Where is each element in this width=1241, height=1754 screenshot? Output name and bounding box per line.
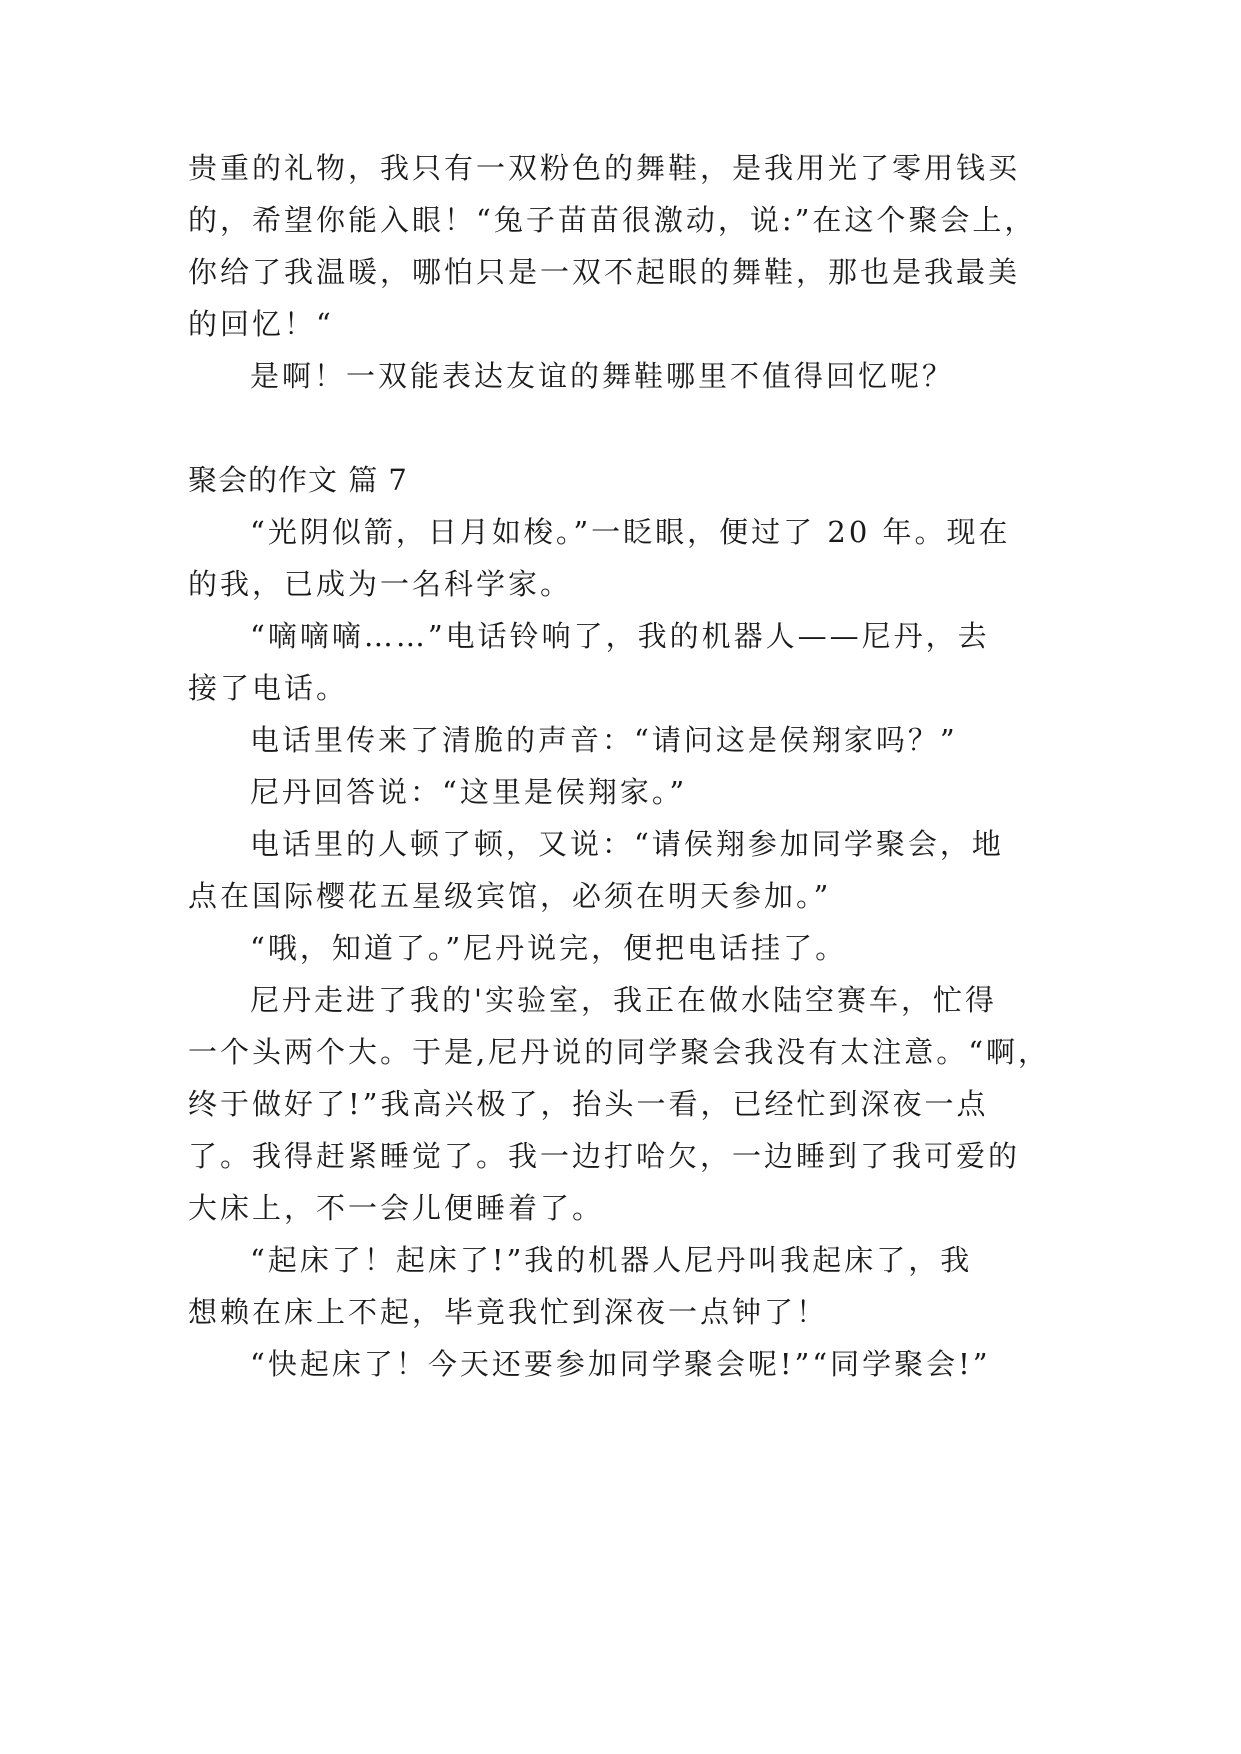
text-line: 的回忆！“ bbox=[188, 307, 334, 341]
text-line: 大床上，不一会儿便睡着了。 bbox=[188, 1191, 605, 1225]
text-line: 你给了我温暖，哪怕只是一双不起眼的舞鞋，那也是我最美 bbox=[188, 255, 1021, 289]
text-line: “光阴似箭，日月如梭。”一眨眼，便过了 20 年。现在 bbox=[250, 515, 1011, 549]
text-line: 点在国际樱花五星级宾馆，必须在明天参加。” bbox=[188, 879, 832, 913]
text-line: “起床了！起床了!”我的机器人尼丹叫我起床了，我 bbox=[250, 1243, 973, 1277]
text-line: 尼丹走进了我的'实验室，我正在做水陆空赛车，忙得 bbox=[250, 983, 997, 1017]
text-line: 想赖在床上不起，毕竟我忙到深夜一点钟了！ bbox=[188, 1295, 829, 1329]
text-line: 的我，已成为一名科学家。 bbox=[188, 567, 573, 601]
text-line: 尼丹回答说：“这里是侯翔家。” bbox=[250, 775, 688, 809]
text-line: “快起床了！今天还要参加同学聚会呢!”“同学聚会!” bbox=[250, 1347, 991, 1381]
section-heading: 聚会的作文 篇 7 bbox=[188, 463, 408, 497]
text-line: 终于做好了!”我高兴极了，抬头一看，已经忙到深夜一点 bbox=[188, 1087, 989, 1121]
text-line: 的，希望你能入眼！“兔子苗苗很激动，说:”在这个聚会上， bbox=[188, 203, 1037, 237]
text-line: “嘀嘀嘀……”电话铃响了，我的机器人——尼丹，去 bbox=[250, 619, 990, 653]
text-line: 电话里的人顿了顿，又说：“请侯翔参加同学聚会，地 bbox=[250, 827, 1004, 861]
text-line: 电话里传来了清脆的声音：“请问这是侯翔家吗？” bbox=[250, 723, 958, 757]
text-line: 是啊！一双能表达友谊的舞鞋哪里不值得回忆呢？ bbox=[250, 359, 955, 393]
text-line: 贵重的礼物，我只有一双粉色的舞鞋，是我用光了零用钱买 bbox=[188, 151, 1021, 185]
text-line: “哦，知道了。”尼丹说完，便把电话挂了。 bbox=[250, 931, 848, 965]
text-line: 一个头两个大。于是,尼丹说的同学聚会我没有太注意。“啊， bbox=[188, 1035, 1051, 1069]
text-line: 了。我得赶紧睡觉了。我一边打哈欠，一边睡到了我可爱的 bbox=[188, 1139, 1021, 1173]
text-line: 接了电话。 bbox=[188, 671, 349, 705]
